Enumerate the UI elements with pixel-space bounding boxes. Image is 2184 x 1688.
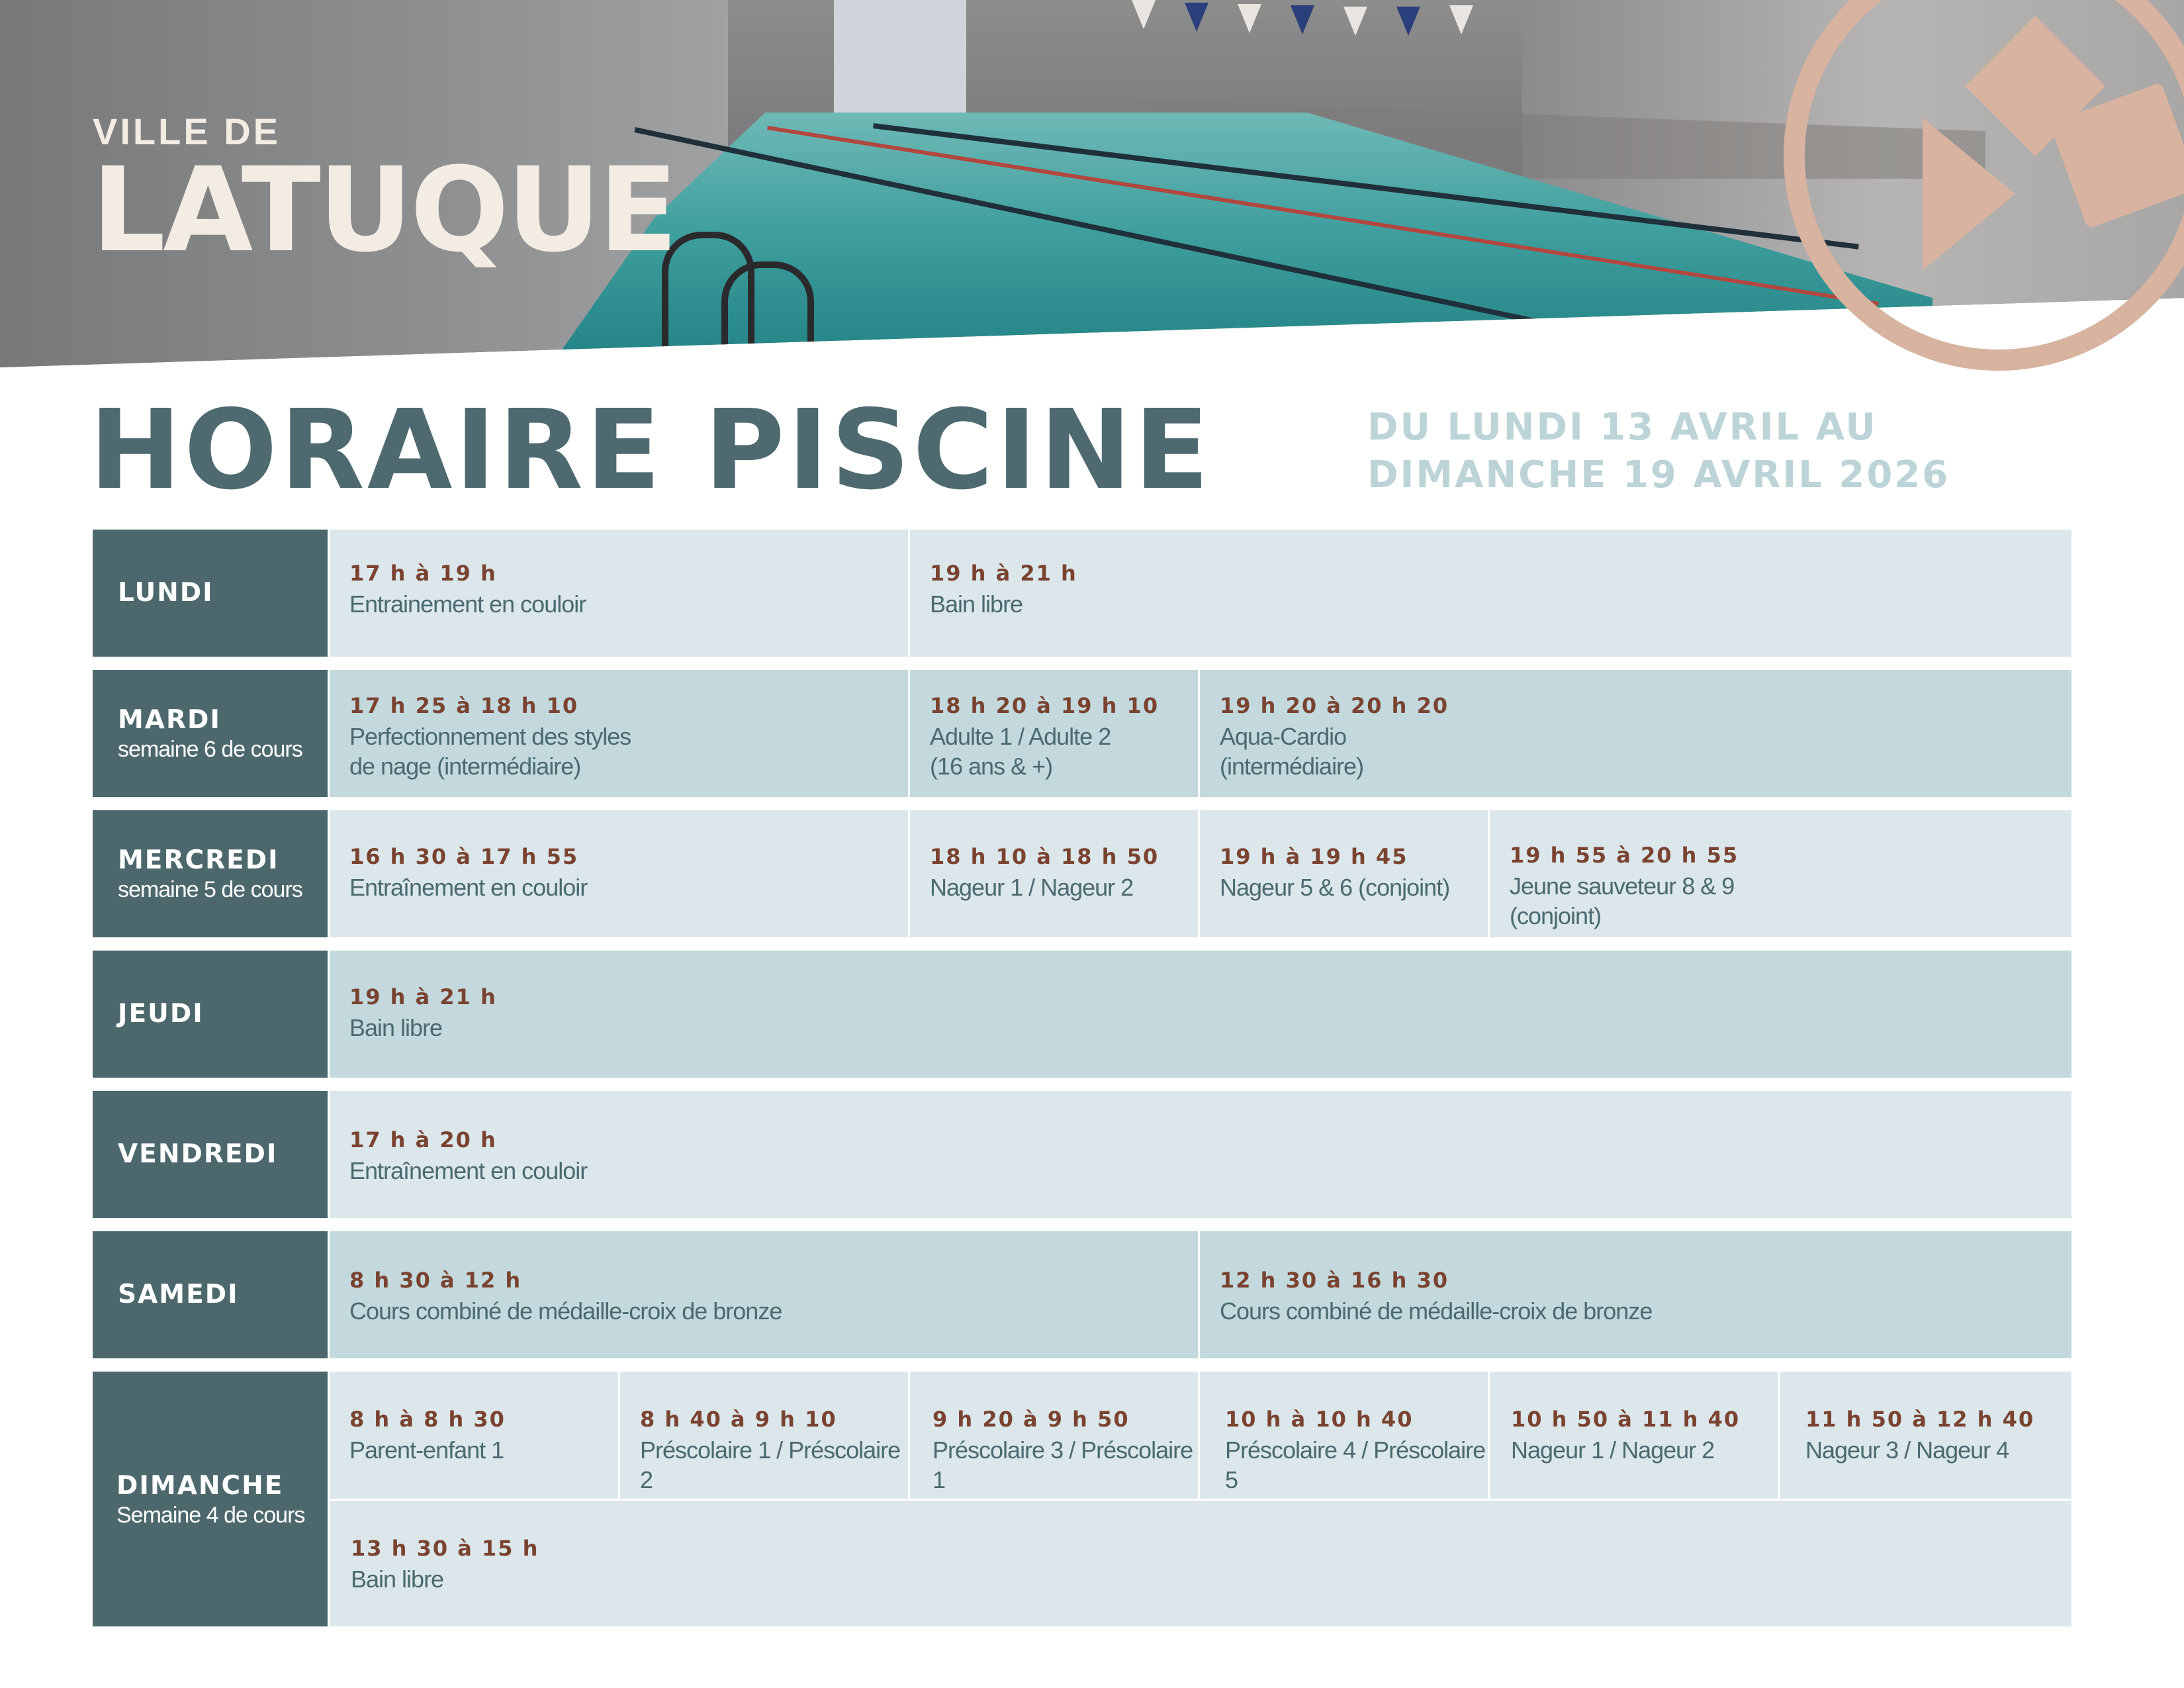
day-label-mardi	[93, 670, 328, 797]
slot-time: 17 h 25 à 18 h 10	[349, 693, 579, 718]
schedule-slot	[910, 1372, 1198, 1499]
slot-activity: Bain libre	[351, 1566, 444, 1593]
slot-activity: Entraînement en couloir	[349, 874, 588, 901]
day-name: LUNDI	[118, 578, 214, 608]
slot-time: 16 h 30 à 17 h 55	[349, 844, 579, 869]
slot-time: 13 h 30 à 15 h	[351, 1536, 539, 1561]
slot-time: 17 h à 19 h	[349, 561, 497, 586]
day-label-samedi	[93, 1231, 328, 1358]
slot-activity: Nageur 1 / Nageur 2	[1511, 1436, 1715, 1464]
logo-top-text: VILLE DE	[93, 111, 281, 152]
slot-activity: Nageur 5 & 6 (conjoint)	[1220, 874, 1450, 901]
slot-activity: Perfectionnement des styles de nage (intermédiaire)	[349, 723, 631, 780]
slot-activity: Entraînement en couloir	[349, 1157, 588, 1184]
header-banner	[0, 0, 2184, 397]
slot-time: 19 h à 21 h	[930, 561, 1077, 586]
day-name: SAMEDI	[118, 1280, 239, 1309]
schedule-slot	[1490, 810, 2071, 937]
slot-time: 8 h 40 à 9 h 10	[640, 1407, 837, 1432]
slot-activity: Jeune sauveteur 8 & 9 (conjoint)	[1510, 872, 1735, 929]
schedule-slot	[330, 1231, 1198, 1358]
date-range-line-2: DIMANCHE 19 AVRIL 2026	[1367, 453, 1950, 496]
slot-activity: Nageur 3 / Nageur 4	[1805, 1436, 2009, 1464]
day-note: semaine 5 de cours	[118, 877, 302, 902]
slot-time: 18 h 10 à 18 h 50	[930, 844, 1160, 869]
slot-time: 9 h 20 à 9 h 50	[933, 1407, 1130, 1432]
day-label-jeudi	[93, 951, 328, 1078]
photo-pennant-flag	[1449, 5, 1473, 34]
schedule-slot	[910, 530, 2071, 657]
schedule-slot	[1200, 1231, 2071, 1358]
slot-activity: Parent-enfant 1	[349, 1436, 504, 1464]
slot-time: 19 h à 21 h	[349, 984, 497, 1009]
day-name: JEUDI	[118, 999, 204, 1029]
slot-time: 19 h 55 à 20 h 55	[1510, 843, 1739, 868]
slot-activity: Cours combiné de médaille-croix de bronze	[1220, 1297, 1653, 1325]
slot-activity: Bain libre	[349, 1014, 443, 1041]
photo-pennant-flag	[1343, 7, 1367, 36]
photo-pennant-flag	[1291, 5, 1314, 34]
schedule-slot	[330, 1501, 2071, 1626]
day-label-mercredi	[93, 810, 328, 937]
slot-time: 19 h 20 à 20 h 20	[1220, 693, 1449, 718]
photo-pennant-flag	[1132, 0, 1156, 29]
day-note: Semaine 4 de cours	[116, 1502, 305, 1528]
day-name: MERCREDI	[118, 845, 279, 875]
schedule-slot	[330, 530, 908, 657]
schedule-slot	[620, 1372, 908, 1499]
date-range	[1367, 404, 1950, 499]
day-label-dimanche	[93, 1372, 328, 1626]
slot-time: 11 h 50 à 12 h 40	[1805, 1407, 2035, 1432]
logo-wordmark: LATUQUE	[91, 142, 676, 278]
day-label-vendredi	[93, 1091, 328, 1218]
photo-pennant-flag	[1238, 4, 1261, 33]
slot-activity: Aqua-Cardio (intermédiaire)	[1220, 723, 1364, 780]
slot-time: 8 h à 8 h 30	[349, 1407, 506, 1432]
slot-time: 18 h 20 à 19 h 10	[930, 693, 1160, 718]
slot-activity: Préscolaire 1 / Préscolaire 2	[640, 1436, 901, 1493]
schedule-slot	[1200, 670, 2071, 797]
page-title: HORAIRE PISCINE	[89, 387, 1212, 514]
slot-time: 17 h à 20 h	[349, 1127, 497, 1152]
schedule-slot	[910, 670, 1198, 797]
slot-activity: Bain libre	[930, 590, 1023, 618]
schedule-slot	[1200, 810, 1488, 937]
slot-activity: Entrainement en couloir	[349, 590, 586, 618]
schedule-slot	[330, 670, 908, 797]
slot-activity: Préscolaire 3 / Préscolaire 1	[933, 1436, 1193, 1493]
day-name: DIMANCHE	[116, 1470, 284, 1501]
slot-activity: Adulte 1 / Adulte 2 (16 ans & +)	[930, 723, 1111, 780]
schedule-slot	[1200, 1372, 1488, 1499]
slot-activity: Cours combiné de médaille-croix de bronze	[349, 1297, 782, 1325]
slot-time: 8 h 30 à 12 h	[349, 1268, 522, 1293]
slot-time: 12 h 30 à 16 h 30	[1220, 1268, 1449, 1293]
slot-time: 10 h 50 à 11 h 40	[1511, 1407, 1741, 1432]
schedule-slot	[1490, 1372, 1778, 1499]
schedule-slot	[330, 810, 908, 937]
photo-pennant-flag	[1396, 7, 1420, 36]
schedule-slot	[330, 1091, 2071, 1218]
photo-window	[834, 0, 966, 113]
slot-activity: Nageur 1 / Nageur 2	[930, 874, 1134, 901]
day-name: MARDI	[118, 705, 221, 735]
schedule-slot	[910, 810, 1198, 937]
day-name: VENDREDI	[118, 1139, 278, 1169]
arrow-icon	[1923, 118, 2015, 270]
schedule-slot	[330, 1372, 618, 1499]
day-label-lundi	[93, 530, 328, 657]
slot-activity: Préscolaire 4 / Préscolaire 5	[1225, 1436, 1486, 1493]
photo-pool-ladder	[721, 261, 814, 397]
schedule-slot	[1780, 1372, 2071, 1499]
photo-pennant-flag	[1185, 3, 1208, 32]
schedule-slot	[330, 951, 2071, 1078]
slot-time: 10 h à 10 h 40	[1225, 1407, 1414, 1432]
date-range-line-1: DU LUNDI 13 AVRIL AU	[1367, 406, 1878, 449]
slot-time: 19 h à 19 h 45	[1220, 844, 1408, 869]
day-note: semaine 6 de cours	[118, 737, 302, 762]
